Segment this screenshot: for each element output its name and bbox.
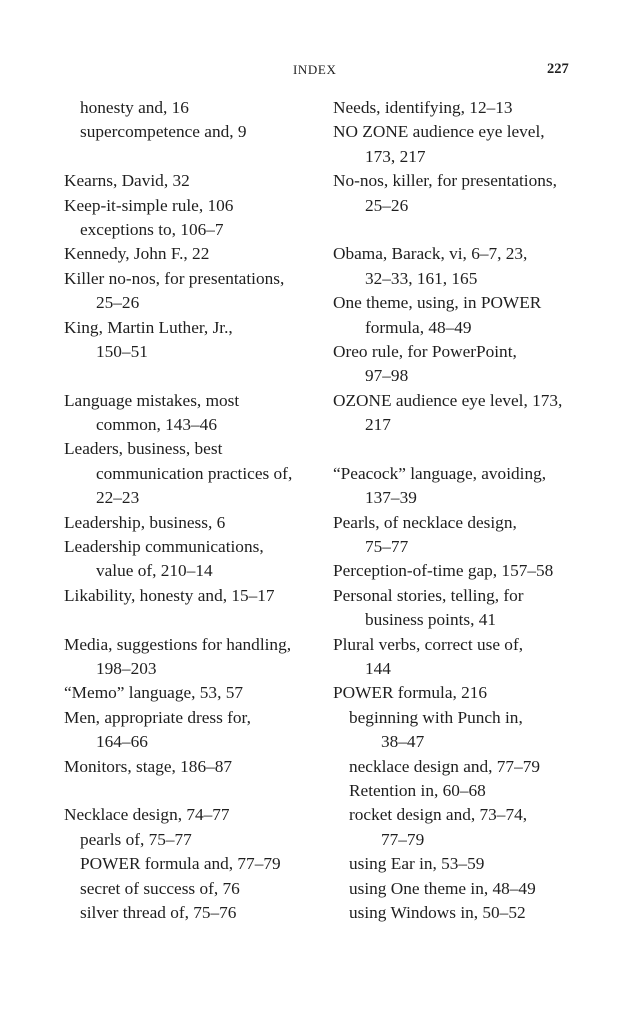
index-entry: Pearls, of necklace design, <box>333 512 517 532</box>
index-entry: Leadership communications, <box>64 537 264 557</box>
index-entry: “Peacock” language, avoiding, <box>333 463 547 483</box>
index-entry: NO ZONE audience eye level, <box>333 122 545 142</box>
index-subentry: pearls of, 75–77 <box>80 829 192 849</box>
entry-spacer <box>64 145 314 169</box>
index-entry: Men, appropriate dress for, <box>64 707 251 727</box>
index-subentry: 217 <box>365 415 391 435</box>
index-entry: “Memo” language, 53, 57 <box>64 683 243 703</box>
page-number: 227 <box>547 61 569 77</box>
index-subentry: exceptions to, 106–7 <box>80 219 224 239</box>
index-subentry: using Ear in, 53–59 <box>349 854 485 874</box>
index-subentry: common, 143–46 <box>96 415 217 435</box>
index-subentry: supercompetence and, 9 <box>80 122 247 142</box>
entry-spacer <box>64 608 314 632</box>
index-subentry: 198–203 <box>96 658 157 678</box>
index-subentry: POWER formula and, 77–79 <box>80 854 281 874</box>
index-subentry: 173, 217 <box>365 146 426 166</box>
running-head: INDEX <box>293 62 337 77</box>
index-entry: No-nos, killer, for presentations, <box>333 171 557 191</box>
index-entry: Language mistakes, most <box>64 390 240 410</box>
index-entry: Obama, Barack, vi, 6–7, 23, <box>333 244 528 264</box>
index-entry: Leadership, business, 6 <box>64 512 226 532</box>
index-subentry: 150–51 <box>96 341 148 361</box>
index-entry: Personal stories, telling, for <box>333 585 524 605</box>
index-subentry: silver thread of, 75–76 <box>80 902 237 922</box>
index-entry: Media, suggestions for handling, <box>64 634 292 654</box>
index-subentry: 164–66 <box>96 732 148 752</box>
index-subentry: secret of success of, 76 <box>80 878 240 898</box>
index-subentry: 75–77 <box>365 537 409 557</box>
index-subentry: 144 <box>365 658 391 678</box>
index-entry: Leaders, business, best <box>64 439 223 459</box>
index-subentry: 22–23 <box>96 488 140 508</box>
page-header <box>0 58 638 82</box>
index-subentry: beginning with Punch in, <box>349 707 523 727</box>
entry-spacer <box>64 364 314 388</box>
index-column-right <box>333 96 593 925</box>
index-subentry: 137–39 <box>365 488 417 508</box>
index-subentry: 32–33, 161, 165 <box>365 268 478 288</box>
index-subentry: formula, 48–49 <box>365 317 472 337</box>
index-subentry: using Windows in, 50–52 <box>349 902 526 922</box>
index-subentry: business points, 41 <box>365 610 497 630</box>
index-subentry: honesty and, 16 <box>80 98 189 117</box>
index-subentry: communication practices of, <box>96 463 293 483</box>
index-subentry: using One theme in, 48–49 <box>349 878 536 898</box>
index-entry: Perception-of-time gap, 157–58 <box>333 561 554 581</box>
index-entry: Oreo rule, for PowerPoint, <box>333 341 517 361</box>
index-entry: Necklace design, 74–77 <box>64 805 230 825</box>
index-entry: Needs, identifying, 12–13 <box>333 98 513 117</box>
index-subentry: rocket design and, 73–74, <box>349 805 528 825</box>
index-subentry: necklace design and, 77–79 <box>349 756 540 776</box>
index-entry: POWER formula, 216 <box>333 683 488 703</box>
index-entry: One theme, using, in POWER <box>333 293 542 313</box>
index-entry: Likability, honesty and, 15–17 <box>64 585 275 605</box>
index-subentry: 77–79 <box>381 829 425 849</box>
index-entry: OZONE audience eye level, 173, <box>333 390 563 410</box>
index-column-left <box>64 96 314 925</box>
index-entry: Monitors, stage, 186–87 <box>64 756 233 776</box>
index-entry: King, Martin Luther, Jr., <box>64 317 233 337</box>
index-subentry: 97–98 <box>365 366 409 386</box>
index-entry: Kennedy, John F., 22 <box>64 244 210 264</box>
index-subentry: Retention in, 60–68 <box>349 780 486 800</box>
index-subentry: value of, 210–14 <box>96 561 213 581</box>
index-subentry: 25–26 <box>365 195 409 215</box>
index-entry: Plural verbs, correct use of, <box>333 634 524 654</box>
index-subentry: 38–47 <box>381 732 425 752</box>
entry-spacer <box>64 779 314 803</box>
index-entry: Kearns, David, 32 <box>64 171 190 191</box>
index-entry: Killer no-nos, for presentations, <box>64 268 285 288</box>
index-entry: Keep-it-simple rule, 106 <box>64 195 234 215</box>
index-subentry: 25–26 <box>96 293 140 313</box>
entry-spacer <box>333 218 593 242</box>
entry-spacer <box>333 437 593 461</box>
